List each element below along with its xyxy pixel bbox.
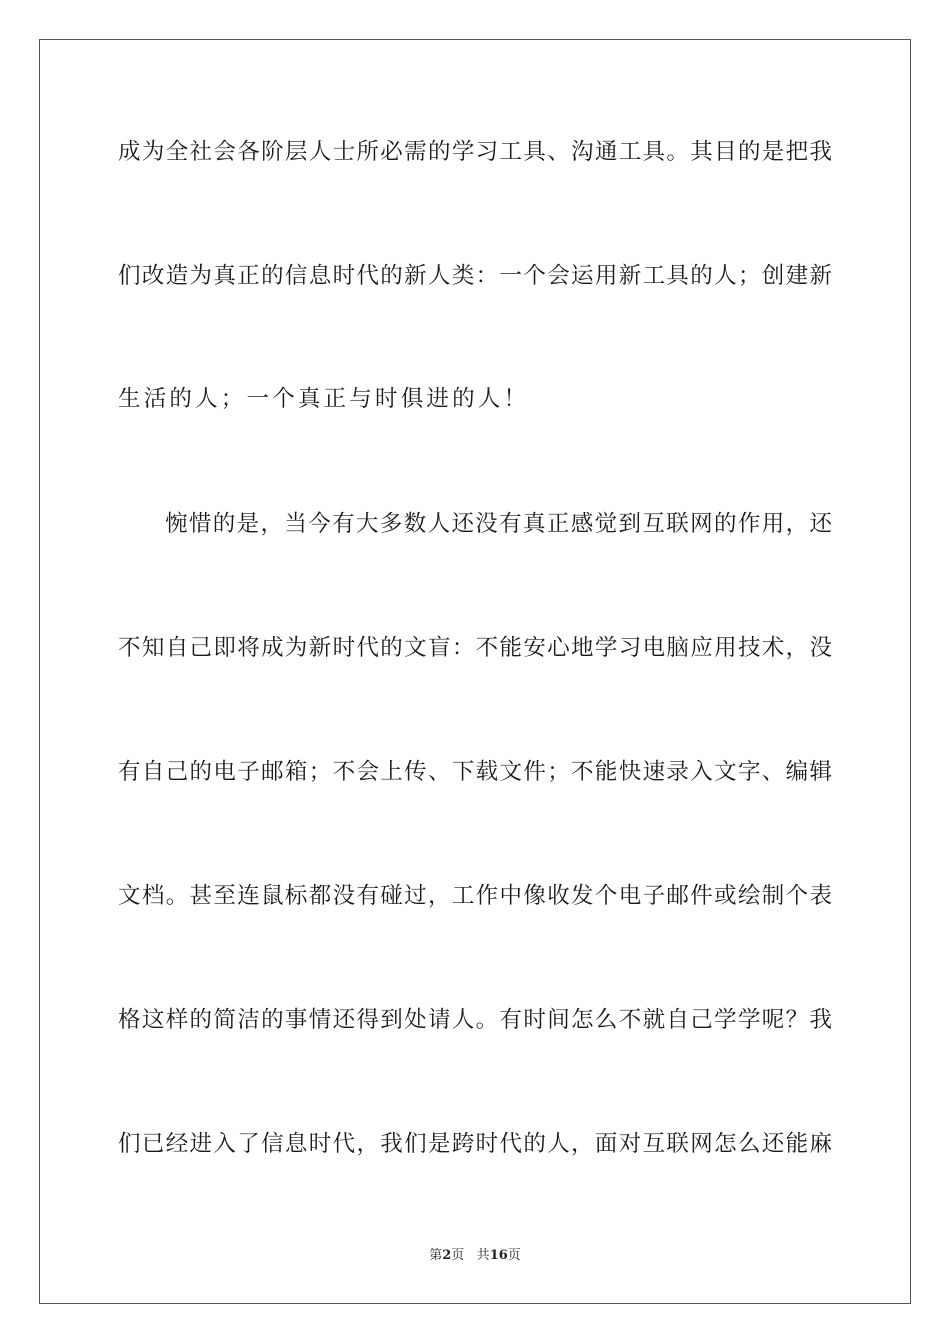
page-border — [39, 39, 911, 1304]
body-text-line: 文档。甚至连鼠标都没有碰过，工作中像收发个电子邮件或绘制个表 — [118, 883, 832, 909]
body-text-line: 不知自己即将成为新时代的文盲：不能安心地学习电脑应用技术，没 — [118, 635, 832, 661]
body-text-line: 成为全社会各阶层人士所必需的学习工具、沟通工具。其目的是把我 — [118, 139, 832, 165]
page-footer — [0, 1248, 950, 1264]
total-prefix: 共 — [476, 1248, 490, 1263]
page-prefix: 第 — [429, 1248, 443, 1263]
page-number: 2 — [442, 1248, 452, 1263]
paragraph-first-line: 惋惜的是，当今有大多数人还没有真正感觉到互联网的作用，还 — [165, 511, 832, 537]
body-text-line: 生活的人；一个真正与时俱进的人！ — [118, 386, 530, 412]
body-text-line: 有自己的电子邮箱；不会上传、下载文件；不能快速录入文字、编辑 — [118, 759, 832, 785]
page-suffix: 页 — [451, 1248, 465, 1263]
total-suffix: 页 — [507, 1248, 521, 1263]
body-text-line: 们已经进入了信息时代，我们是跨时代的人，面对互联网怎么还能麻 — [118, 1131, 832, 1157]
total-pages: 16 — [489, 1248, 508, 1263]
body-text-line: 们改造为真正的信息时代的新人类：一个会运用新工具的人；创建新 — [118, 263, 832, 289]
body-text-line: 格这样的简洁的事情还得到处请人。有时间怎么不就自己学学呢？我 — [118, 1007, 832, 1033]
